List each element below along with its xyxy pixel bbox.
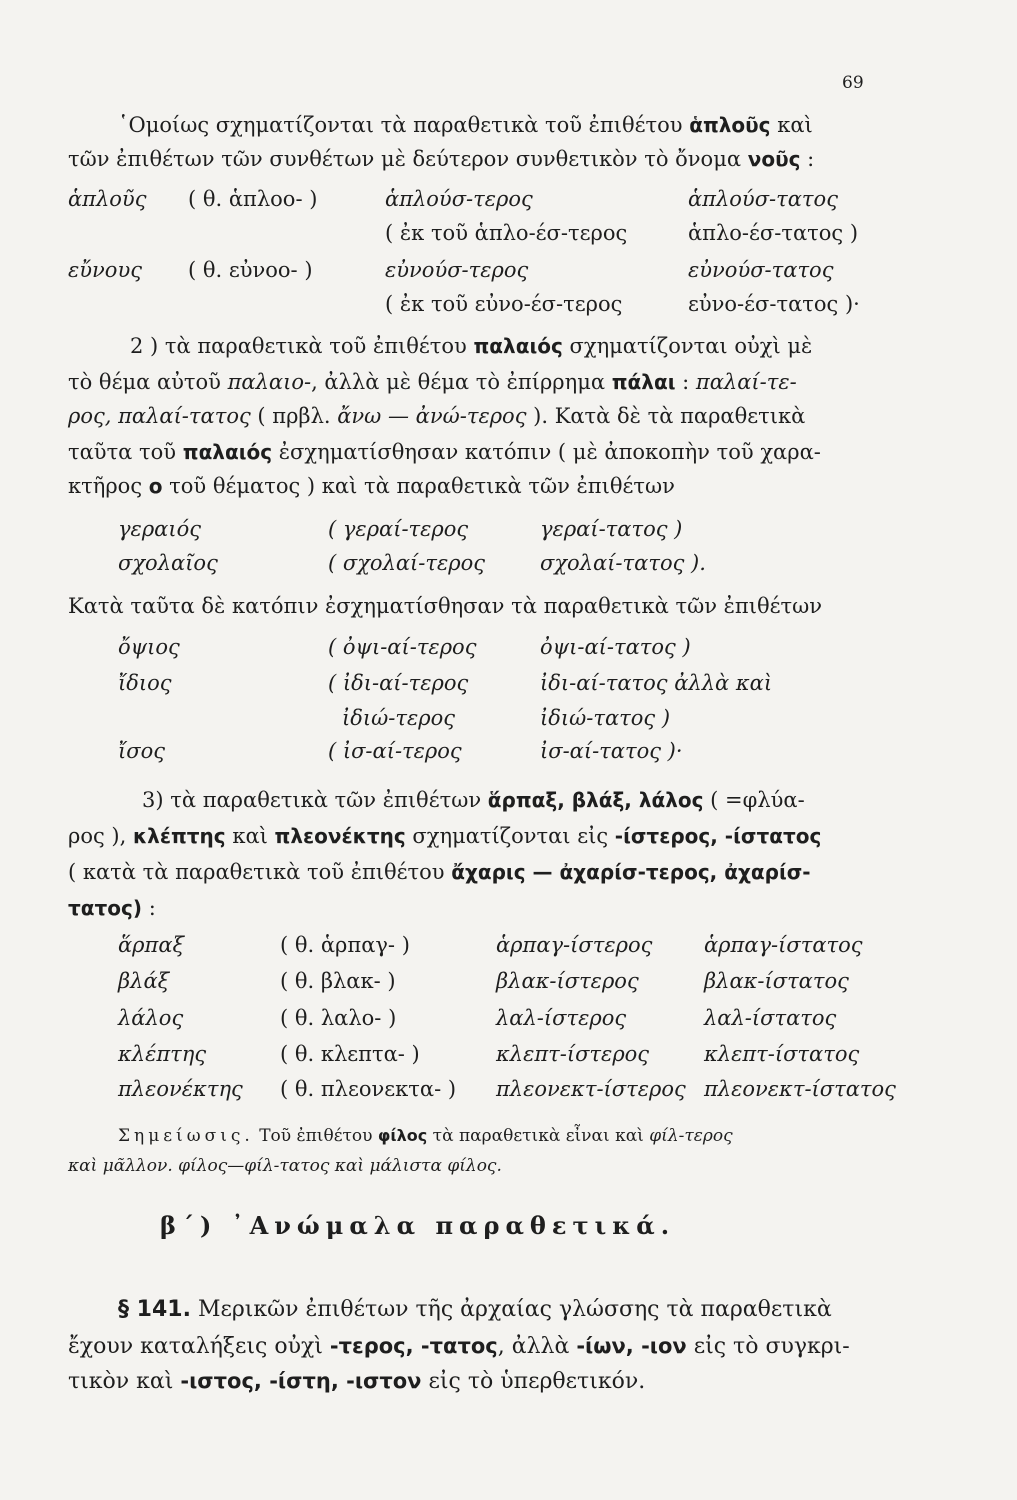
- cell: ( ἰδι-αί-τερος: [328, 671, 469, 695]
- section-number: § 141.: [118, 1297, 191, 1322]
- bold-term: τατος): [68, 896, 143, 920]
- p4-line-4: [68, 895, 156, 921]
- bold-term: πάλαι: [611, 370, 676, 394]
- text: καὶ: [225, 824, 275, 848]
- bold-term: -ίστερος, -ίστατος: [614, 824, 822, 848]
- cell: γεραιός: [118, 517, 201, 541]
- cell: ὀψι-αί-τατος ): [540, 635, 691, 659]
- note-line-1: [118, 1125, 733, 1147]
- cell: ἰδιώ-τερος: [342, 706, 455, 730]
- p4-line-1: [142, 787, 805, 813]
- cell: σχολαί-τατος ).: [540, 551, 706, 575]
- italic-term: ρος, παλαί-τατος: [68, 404, 251, 428]
- text: τικὸν καὶ: [68, 1369, 181, 1394]
- page-number: 69: [842, 73, 864, 93]
- text: ἔχουν καταλήξεις οὐχὶ: [68, 1334, 330, 1359]
- cell: σχολαῖος: [118, 551, 218, 575]
- text: σχηματίζονται οὐχὶ μὲ: [562, 334, 813, 358]
- p5-line-3: [68, 1368, 645, 1395]
- note-line-2: καὶ μᾶλλον. φίλος—φίλ-τατος καὶ μάλιστα φίλος.: [68, 1156, 502, 1176]
- cell: ἰδι-αί-τατος ἀλλὰ καὶ: [540, 671, 773, 695]
- italic-term: ἄνω — ἀνώ-τερος: [337, 404, 527, 428]
- bold-term: -τερος, -τατος: [329, 1334, 498, 1358]
- cell: βλακ-ίστατος: [704, 969, 849, 993]
- bold-term: παλαιός: [182, 440, 273, 464]
- cell: ἅρπαξ: [118, 933, 185, 957]
- cell: ( ὀψι-αί-τερος: [328, 635, 477, 659]
- italic-term: παλαί-τε-: [695, 370, 797, 394]
- cell: ἁπλούσ-τερος: [385, 187, 533, 211]
- cell: γεραί-τατος ): [540, 517, 683, 541]
- p3-line: Κατὰ ταῦτα δὲ κατόπιν ἐσχηματίσθησαν τὰ παραθετικὰ τῶν ἐπιθέτων: [68, 594, 822, 618]
- text: Μερικῶν ἐπιθέτων τῆς ἀρχαίας γλώσσης τὰ παραθετικὰ: [190, 1297, 832, 1322]
- cell: λαλ-ίστερος: [496, 1006, 627, 1030]
- cell: βλακ-ίστερος: [496, 969, 639, 993]
- cell: ἁρπαγ-ίστερος: [496, 933, 653, 957]
- cell: κλέπτης: [118, 1042, 207, 1066]
- cell: πλεονεκτ-ίστερος: [496, 1077, 686, 1101]
- p5-line-1: [118, 1297, 832, 1323]
- cell: εὐνούσ-τατος: [688, 258, 834, 282]
- cell: ( θ. βλακ- ): [280, 969, 396, 993]
- p1-line-2: [68, 146, 814, 172]
- cell: ὄψιος: [118, 635, 180, 659]
- cell: ( θ. λαλο- ): [280, 1006, 397, 1030]
- cell: ( θ. εὐνοο- ): [188, 258, 313, 282]
- text: :: [800, 147, 815, 171]
- p2-line-2: [68, 369, 797, 395]
- cell: ( γεραί-τερος: [328, 517, 469, 541]
- p4-line-2: [68, 823, 821, 849]
- italic-term: φίλ-τερος: [649, 1126, 733, 1146]
- text: εἰς τὸ συγκρι-: [686, 1334, 850, 1359]
- text: , ἀλλὰ μὲ θέμα τὸ ἐπίρρημα: [311, 370, 612, 394]
- p4-line-3: [68, 859, 811, 885]
- section-heading: β΄) ᾿Ανώμαλα παραθετικά.: [160, 1211, 676, 1240]
- cell: πλεονέκτης: [118, 1077, 243, 1101]
- bold-term: ο: [148, 474, 163, 498]
- text: Τοῦ ἐπιθέτου: [253, 1126, 378, 1146]
- cell: ( ἰσ-αί-τερος: [328, 739, 462, 763]
- text: ῾Ομοίως σχηματίζονται τὰ παραθετικὰ τοῦ ἐπιθέτου: [118, 113, 690, 137]
- p2-line-4: [68, 439, 821, 465]
- text: :: [675, 370, 696, 394]
- cell: ἰσ-αί-τατος )·: [540, 739, 683, 763]
- p2-line-3: [68, 403, 805, 429]
- text: τὰ παραθετικὰ εἶναι καὶ: [427, 1126, 650, 1146]
- cell: βλάξ: [118, 969, 170, 993]
- cell: ( σχολαί-τερος: [328, 551, 486, 575]
- text: ρος ),: [68, 824, 133, 848]
- text: κτῆρος: [68, 474, 149, 498]
- cell: ἁρπαγ-ίστατος: [704, 933, 863, 957]
- cell: κλεπτ-ίστατος: [704, 1042, 860, 1066]
- p2-line-1: [130, 333, 812, 359]
- bold-term: παλαιός: [473, 334, 563, 358]
- text: σχηματίζονται εἰς: [405, 824, 615, 848]
- cell: λαλ-ίστατος: [704, 1006, 837, 1030]
- p5-line-2: [68, 1333, 850, 1360]
- p2-line-5: [68, 473, 675, 499]
- cell: ἴδιος: [118, 671, 172, 695]
- cell: ( θ. κλεπτα- ): [280, 1042, 420, 1066]
- bold-term: -ίων, -ιον: [576, 1334, 687, 1358]
- text: , ἀλλὰ: [497, 1334, 577, 1359]
- cell: ( θ. πλεονεκτα- ): [280, 1077, 457, 1101]
- text: ( =φλύα-: [703, 788, 805, 812]
- cell: ( θ. ἁρπαγ- ): [280, 933, 410, 957]
- italic-term: παλαιο-: [227, 370, 312, 394]
- text: ταῦτα τοῦ: [68, 440, 183, 464]
- cell: ( θ. ἁπλοο- ): [188, 187, 318, 211]
- cell: πλεονεκτ-ίστατος: [704, 1077, 896, 1101]
- cell: ἁπλούσ-τατος: [688, 187, 838, 211]
- cell: εὐνούσ-τερος: [385, 258, 529, 282]
- text: τοῦ θέματος ) καὶ τὰ παραθετικὰ τῶν ἐπιθέτων: [162, 474, 675, 498]
- bold-term: ἅρπαξ, βλάξ, λάλος: [487, 788, 704, 812]
- bold-term: φίλος: [377, 1126, 428, 1145]
- text: :: [142, 896, 156, 920]
- cell: ἁπλοῦς: [68, 187, 147, 211]
- cell: λάλος: [118, 1006, 184, 1030]
- text: 2 ) τὰ παραθετικὰ τοῦ ἐπιθέτου: [130, 334, 474, 358]
- cell: ἁπλο-έσ-τατος ): [688, 221, 859, 245]
- bold-term: πλεονέκτης: [274, 824, 406, 848]
- text: καὶ: [770, 113, 813, 137]
- text: 3) τὰ παραθετικὰ τῶν ἐπιθέτων: [142, 788, 488, 812]
- bold-term: ἁπλοῦς: [689, 113, 771, 137]
- p1-line-1: [118, 112, 813, 138]
- text: ). Κατὰ δὲ τὰ παραθετικὰ: [526, 404, 806, 428]
- text: ( κατὰ τὰ παραθετικὰ τοῦ ἐπιθέτου: [68, 860, 452, 884]
- text: τῶν ἐπιθέτων τῶν συνθέτων μὲ δεύτερον συνθετικὸν τὸ ὄνομα: [68, 147, 748, 171]
- note-label: Σημείωσις.: [118, 1126, 254, 1146]
- cell: εὔνους: [68, 258, 142, 282]
- cell: ἴσος: [118, 739, 165, 763]
- cell: ( ἐκ τοῦ εὐνο-έσ-τερος: [385, 292, 623, 316]
- bold-term: νοῦς: [747, 147, 801, 171]
- bold-term: -ιστος, -ίστη, -ιστον: [180, 1369, 422, 1393]
- cell: εὐνο-έσ-τατος )·: [688, 292, 860, 316]
- cell: ( ἐκ τοῦ ἁπλο-έσ-τερος: [385, 221, 628, 245]
- text: εἰς τὸ ὑπερθετικόν.: [421, 1369, 646, 1394]
- cell: ἰδιώ-τατος ): [540, 706, 671, 730]
- text: ( πρβλ.: [250, 404, 338, 428]
- bold-term: κλέπτης: [132, 824, 226, 848]
- cell: κλεπτ-ίστερος: [496, 1042, 650, 1066]
- bold-term: ἄχαρις — ἀχαρίσ-τερος, ἀχαρίσ-: [451, 860, 811, 884]
- text: τὸ θέμα αὐτοῦ: [68, 370, 228, 394]
- text: ἐσχηματίσθησαν κατόπιν ( μὲ ἀποκοπὴν τοῦ χαρα-: [272, 440, 821, 464]
